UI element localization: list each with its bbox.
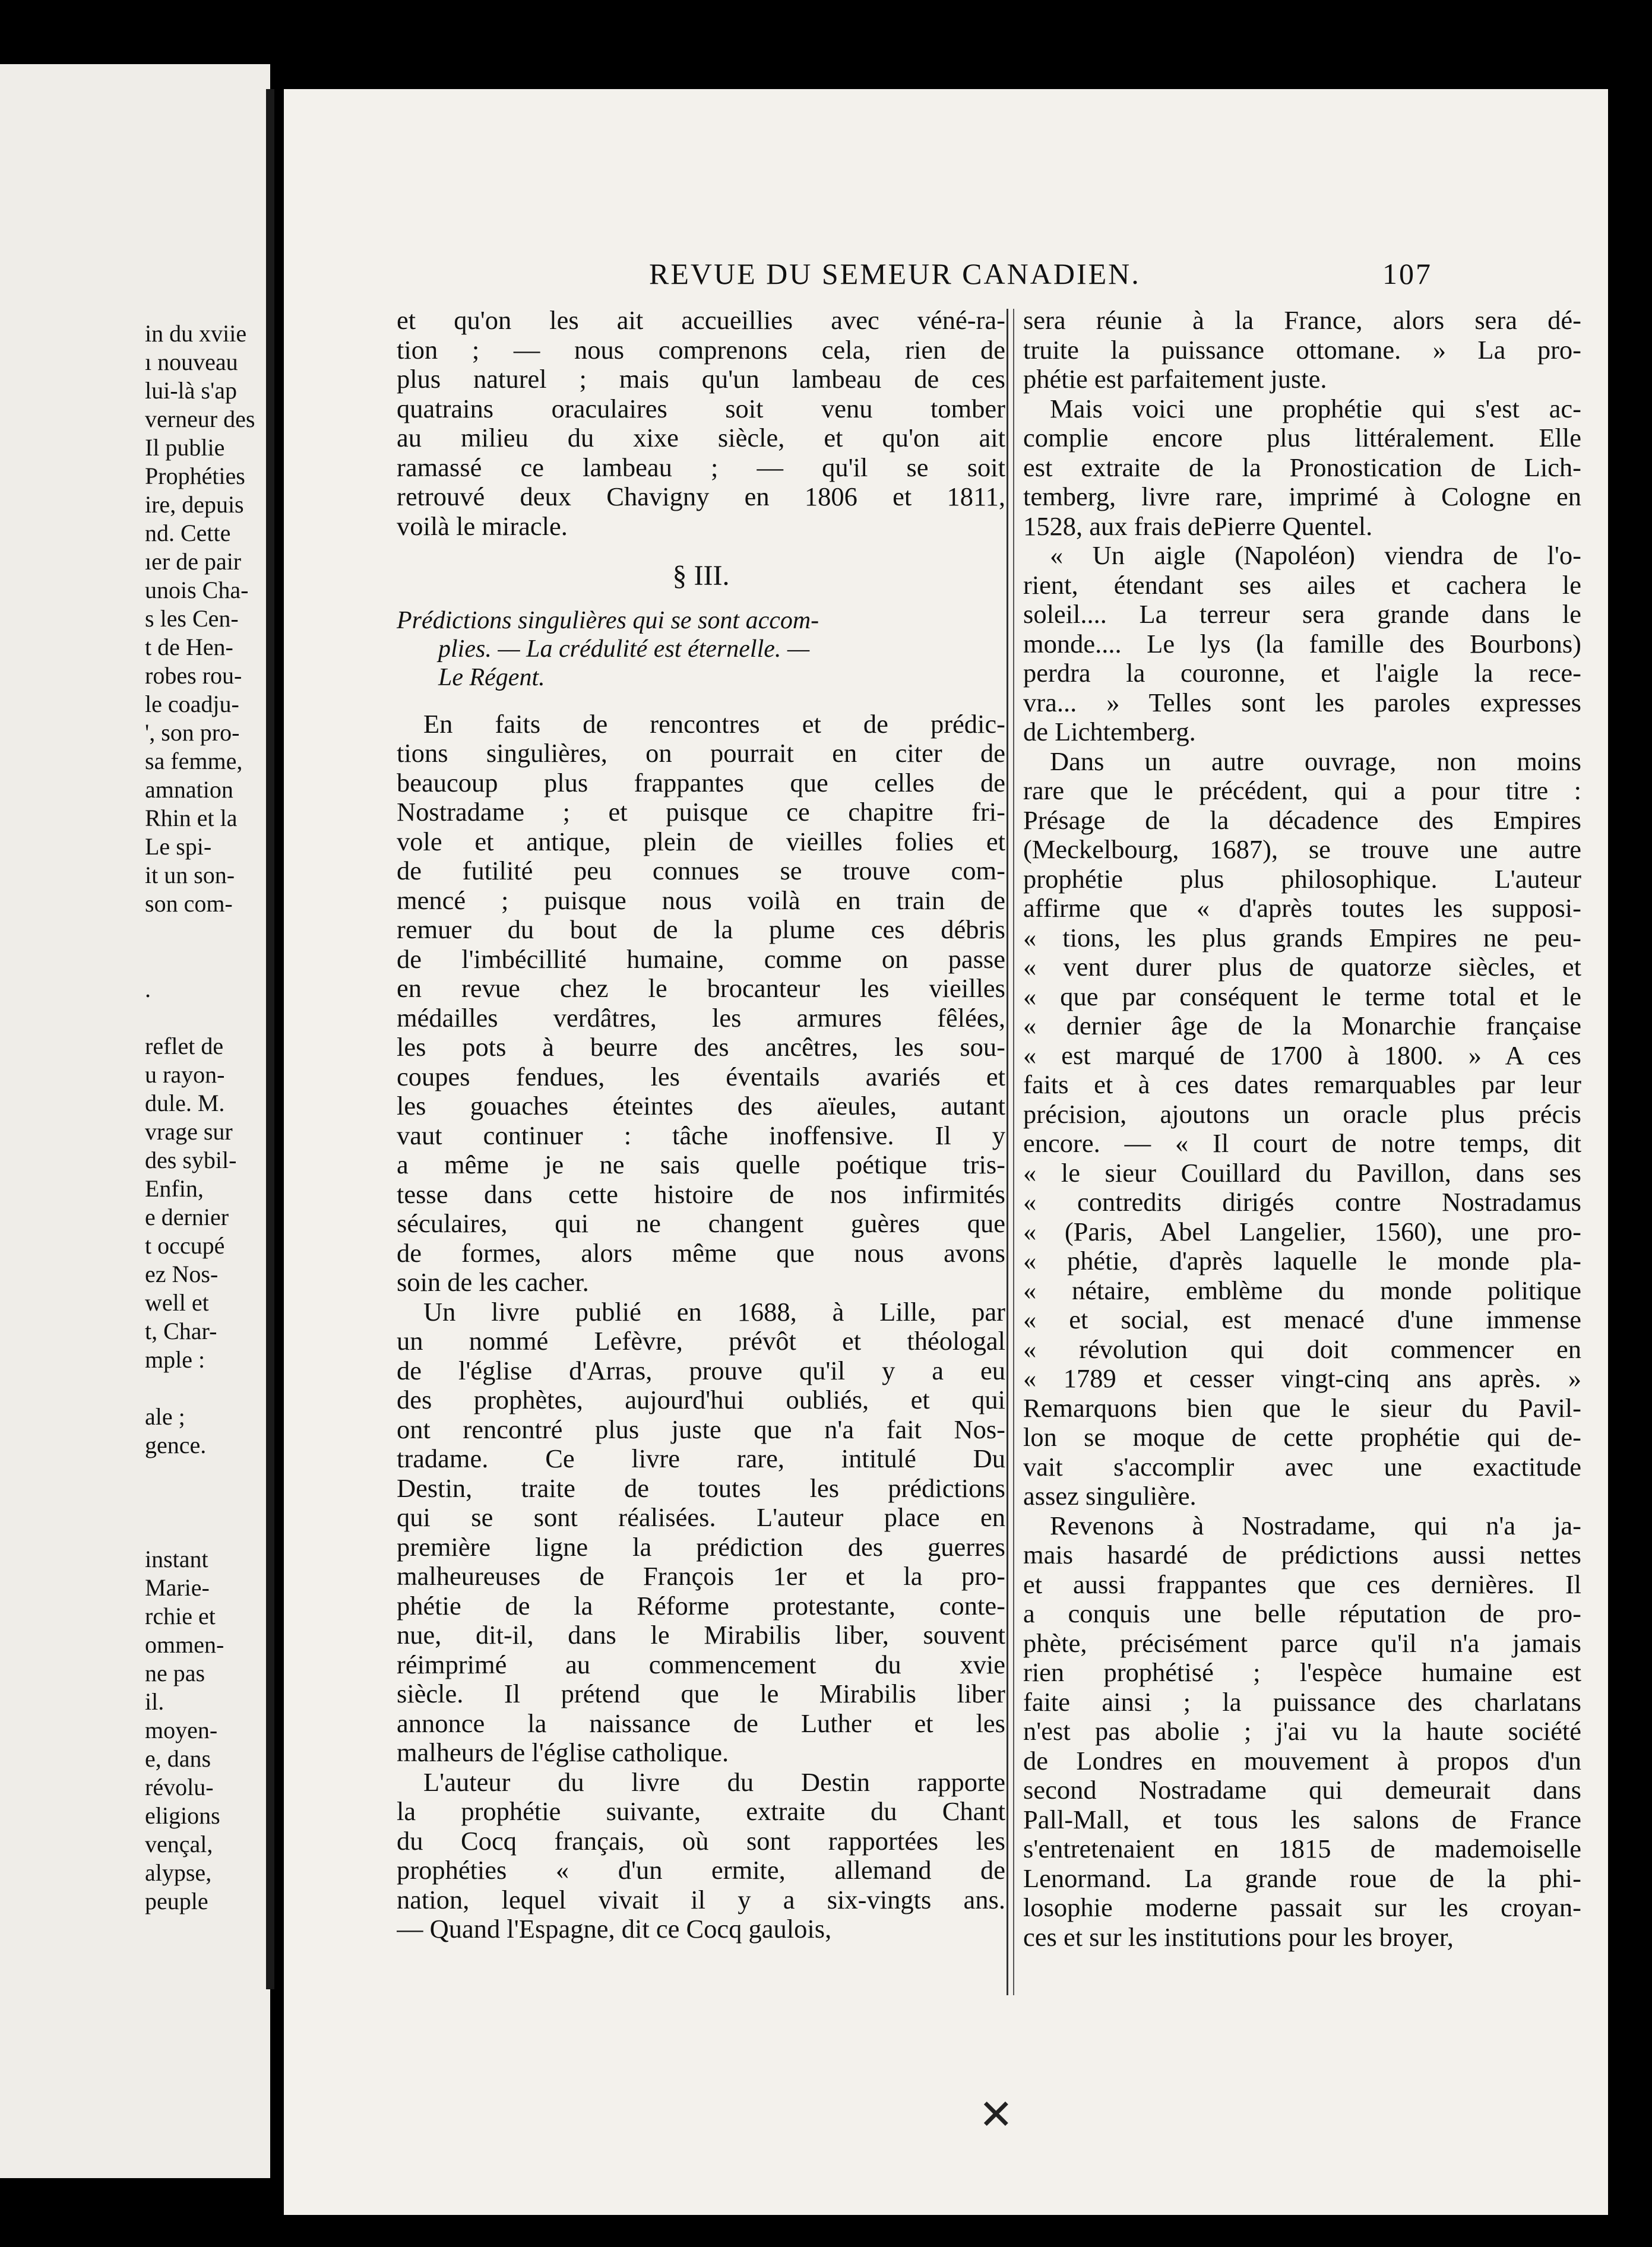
- fragment-line: Rhin et la: [145, 805, 238, 831]
- text-line: Lenormand. La grande roue de la phi-: [1023, 1863, 1581, 1893]
- fragment-line: [145, 947, 267, 975]
- left-page-text: [145, 319, 267, 1916]
- fragment-line: peuple: [145, 1888, 208, 1914]
- fragment-line: Prophéties: [145, 463, 245, 489]
- text-line: ramassé ce lambeau ; — qu'il se soit: [397, 452, 1005, 482]
- text-line: sera réunie à la France, alors sera dé-: [1023, 306, 1581, 335]
- text-line: « (Paris, Abel Langelier, 1560), une pro-: [1023, 1217, 1581, 1246]
- text-line: (Meckelbourg, 1687), se trouve une autre: [1023, 835, 1581, 864]
- column-rule: [1013, 309, 1014, 1995]
- fragment-line: unois Cha-: [145, 577, 249, 603]
- fragment-line: des sybil-: [145, 1147, 237, 1173]
- text-line: prophéties « d'un ermite, allemand de: [397, 1856, 1005, 1885]
- fragment-line: rchie et: [145, 1603, 216, 1629]
- text-line: rien prophétisé ; l'espèce humaine est: [1023, 1658, 1581, 1687]
- text-line: précision, ajoutons un oracle plus précis: [1023, 1099, 1581, 1129]
- text-line: « 1789 et cesser vingt-cinq ans après. »: [1023, 1364, 1581, 1393]
- text-line: phétie de la Réforme protestante, conte-: [397, 1591, 1005, 1621]
- text-line: complie encore plus littéralement. Elle: [1023, 423, 1581, 452]
- fragment-line: [145, 1374, 267, 1403]
- text-line: Remarquons bien que le sieur du Pavil-: [1023, 1393, 1581, 1423]
- text-line: 1528, aux frais dePierre Quentel.: [1023, 511, 1373, 541]
- fragment-line: Enfin,: [145, 1175, 204, 1202]
- text-line: coupes fendues, les éventails avariés et: [397, 1062, 1005, 1091]
- text-line: — Quand l'Espagne, dit ce Cocq gaulois,: [397, 1914, 832, 1944]
- text-line: réimprimé au commencement du xvie: [397, 1650, 1005, 1679]
- text-line: « le sieur Couillard du Pavillon, dans ses: [1023, 1158, 1581, 1188]
- text-line: Nostradame ; et puisque ce chapitre fri-: [397, 797, 1005, 827]
- text-line: malheurs de l'église catholique.: [397, 1738, 729, 1767]
- fragment-line: Il publie: [145, 434, 225, 461]
- text-line: de futilité peu connues se trouve com-: [397, 856, 1005, 885]
- fragment-line: ire, depuis: [145, 491, 244, 518]
- subheading-line: Prédictions singulières qui se sont accom-: [397, 606, 819, 634]
- text-line: de Lichtemberg.: [1023, 717, 1196, 746]
- text-line: « contredits dirigés contre Nostradamus: [1023, 1188, 1581, 1217]
- fragment-line: ', son pro-: [145, 719, 240, 746]
- text-line: de l'église d'Arras, prouve qu'il y a eu: [397, 1356, 1005, 1385]
- text-line: vait s'accomplir avec une exactitude: [1023, 1452, 1581, 1482]
- fragment-line: reflet de: [145, 1033, 224, 1059]
- text-line: en revue chez le brocanteur les vieilles: [397, 974, 1005, 1003]
- text-line: rare que le précédent, qui a pour titre :: [1023, 776, 1581, 805]
- paragraph: [1023, 747, 1581, 1511]
- text-line: Destin, traite de toutes les prédictions: [397, 1473, 1005, 1503]
- text-line: tradame. Ce livre rare, intitulé Du: [397, 1444, 1005, 1473]
- paragraph: [1023, 306, 1581, 394]
- fragment-line: vençal,: [145, 1831, 213, 1857]
- text-line: et aussi frappantes que ces dernières. Il: [1023, 1569, 1581, 1599]
- text-line: assez singulière.: [1023, 1482, 1197, 1511]
- text-line: faits et à ces dates remarquables par leur: [1023, 1070, 1581, 1099]
- paragraph: [1023, 1511, 1581, 1952]
- text-line: tion ; — nous comprenons cela, rien de: [397, 335, 1005, 365]
- paragraph: [1023, 394, 1581, 542]
- text-line: L'auteur du livre du Destin rapporte: [423, 1767, 1005, 1797]
- text-line: perdra la couronne, et l'aigle la rece-: [1023, 659, 1581, 688]
- section-subheading: [397, 606, 1005, 692]
- text-line: annonce la naissance de Luther et les: [397, 1708, 1005, 1738]
- paragraph: [397, 1768, 1005, 1944]
- fragment-line: [145, 918, 267, 947]
- text-line: retrouvé deux Chavigny en 1806 et 1811,: [397, 482, 1005, 511]
- fragment-line: le coadju-: [145, 691, 239, 717]
- subheading-line: Le Régent.: [438, 663, 545, 691]
- text-line: phétie est parfaitement juste.: [1023, 365, 1327, 394]
- fragment-line: .: [145, 976, 151, 1002]
- fragment-line: t, Char-: [145, 1318, 217, 1344]
- fragment-line: nd. Cette: [145, 520, 231, 546]
- text-line: mencé ; puisque nous voilà en train de: [397, 885, 1005, 915]
- subheading-line: plies. — La crédulité est éternelle. —: [438, 635, 810, 663]
- pencil-mark: ✕: [979, 2093, 1014, 2138]
- text-line: les pots à beurre des ancêtres, les sou-: [397, 1033, 1005, 1062]
- text-line: Mais voici une prophétie qui s'est ac-: [1050, 394, 1581, 423]
- fragment-line: amnation: [145, 776, 233, 803]
- fragment-line: lui-là s'ap: [145, 377, 237, 404]
- text-line: a conquis une belle réputation de pro-: [1023, 1599, 1581, 1628]
- text-line: Dans un autre ouvrage, non moins: [1050, 746, 1581, 776]
- text-line: de l'imbécillité humaine, comme on passe: [397, 944, 1005, 974]
- fragment-line: [145, 1488, 267, 1517]
- fragment-line: ale ;: [145, 1403, 185, 1430]
- text-line: de Londres en mouvement à propos d'un: [1023, 1746, 1581, 1776]
- text-line: est extraite de la Pronostication de Lich-: [1023, 452, 1581, 482]
- text-line: monde.... Le lys (la famille des Bourbons): [1023, 629, 1581, 659]
- text-line: phète, précisément parce qu'il n'a jamais: [1023, 1628, 1581, 1658]
- fragment-line: révolu-: [145, 1774, 214, 1800]
- text-line: et qu'on les ait accueillies avec véné-ra-: [397, 306, 1005, 335]
- fragment-line: well et: [145, 1289, 209, 1316]
- text-line: Un livre publié en 1688, à Lille, par: [423, 1297, 1005, 1327]
- column-right: [1023, 306, 1581, 1952]
- text-line: « est marqué de 1700 à 1800. » A ces: [1023, 1040, 1581, 1070]
- text-line: tions singulières, on pourrait en citer de: [397, 739, 1005, 768]
- fragment-line: ne pas: [145, 1660, 205, 1686]
- text-line: soin de les cacher.: [397, 1268, 589, 1297]
- text-line: de formes, alors même que nous avons: [397, 1238, 1005, 1268]
- page-number: 107: [1382, 257, 1432, 290]
- fragment-line: [145, 1460, 267, 1488]
- text-line: nue, dit-il, dans le Mirabilis liber, souvent: [397, 1621, 1005, 1650]
- fragment-line: sa femme,: [145, 748, 243, 774]
- text-line: « dernier âge de la Monarchie française: [1023, 1011, 1581, 1040]
- fragment-line: verneur des: [145, 406, 255, 432]
- text-line: « et social, est menacé d'une immense: [1023, 1305, 1581, 1334]
- text-line: s'entretenaient en 1815 de mademoiselle: [1023, 1834, 1581, 1863]
- fragment-line: Le spi-: [145, 833, 212, 860]
- text-line: Revenons à Nostradame, qui n'a ja-: [1050, 1511, 1581, 1540]
- text-line: nation, lequel vivait il y a six-vingts ans.: [397, 1885, 1005, 1914]
- fragment-line: instant: [145, 1546, 208, 1572]
- text-line: ont rencontré plus juste que n'a fait Nos-: [397, 1414, 1005, 1444]
- fragment-line: s les Cen-: [145, 605, 239, 632]
- fragment-line: e, dans: [145, 1745, 211, 1772]
- text-line: malheureuses de François 1er et la pro-: [397, 1562, 1005, 1591]
- paragraph: [397, 710, 1005, 1297]
- text-line: « révolution qui doit commencer en: [1023, 1334, 1581, 1364]
- text-line: affirme que « d'après toutes les supposi-: [1023, 894, 1581, 923]
- text-line: lon se moque de cette prophétie qui de-: [1023, 1423, 1581, 1452]
- text-line: remuer du bout de la plume ces débris: [397, 915, 1005, 944]
- paragraph: [1023, 541, 1581, 747]
- text-line: encore. — « Il court de notre temps, dit: [1023, 1129, 1581, 1158]
- column-left: [397, 306, 1005, 1944]
- text-line: siècle. Il prétend que le Mirabilis liber: [397, 1679, 1005, 1708]
- fragment-line: ıer de pair: [145, 548, 242, 575]
- text-line: mais hasardé de prédictions aussi nettes: [1023, 1540, 1581, 1569]
- text-line: n'est pas abolie ; j'ai vu la haute société: [1023, 1717, 1581, 1746]
- text-line: « phétie, d'après laquelle le monde pla-: [1023, 1246, 1581, 1276]
- text-line: beaucoup plus frappantes que celles de: [397, 768, 1005, 797]
- text-line: temberg, livre rare, imprimé à Cologne en: [1023, 482, 1581, 511]
- fragment-line: alypse,: [145, 1859, 212, 1886]
- text-line: les gouaches éteintes des aïeules, autant: [397, 1091, 1005, 1121]
- fragment-line: u rayon-: [145, 1061, 225, 1088]
- text-line: voilà le miracle.: [397, 511, 568, 541]
- fragment-line: ommen-: [145, 1631, 224, 1658]
- fragment-line: in du xviie: [145, 320, 247, 347]
- page-gutter: [266, 89, 274, 1989]
- fragment-line: t occupé: [145, 1232, 225, 1259]
- section-heading: § III.: [672, 560, 730, 591]
- text-line: vra... » Telles sont les paroles expresses: [1023, 688, 1581, 717]
- text-line: rient, étendant ses ailes et cachera le: [1023, 570, 1581, 600]
- fragment-line: eligions: [145, 1802, 220, 1829]
- fragment-line: Marie-: [145, 1574, 210, 1601]
- paragraph: [397, 306, 1005, 541]
- text-line: ces et sur les institutions pour les broyer,: [1023, 1922, 1454, 1952]
- fragment-line: moyen-: [145, 1717, 218, 1743]
- text-line: « Un aigle (Napoléon) viendra de l'o-: [1050, 541, 1581, 570]
- journal-title: REVUE DU SEMEUR CANADIEN.: [649, 257, 1141, 290]
- text-line: un nommé Lefèvre, prévôt et théologal: [397, 1327, 1005, 1356]
- fragment-line: gence.: [145, 1432, 207, 1458]
- text-line: du Cocq français, où sont rapportées les: [397, 1826, 1005, 1856]
- text-line: Présage de la décadence des Empires: [1023, 805, 1581, 835]
- text-line: au milieu du xixe siècle, et qu'on ait: [397, 423, 1005, 452]
- paragraph: [397, 1297, 1005, 1768]
- fragment-line: robes rou-: [145, 662, 242, 689]
- fragment-line: it un son-: [145, 862, 235, 888]
- right-page: [284, 89, 1608, 2215]
- text-line: plus naturel ; mais qu'un lambeau de ces: [397, 365, 1005, 394]
- text-line: vaut continuer : tâche inoffensive. Il y: [397, 1121, 1005, 1150]
- text-line: En faits de rencontres et de prédic-: [423, 709, 1005, 739]
- fragment-line: ı nouveau: [145, 349, 238, 375]
- left-page-fragment: [0, 64, 270, 2178]
- running-header: [284, 257, 1608, 298]
- fragment-line: ez Nos-: [145, 1261, 219, 1287]
- text-line: tesse dans cette histoire de nos infirmités: [397, 1179, 1005, 1209]
- text-line: séculaires, qui ne changent guères que: [397, 1209, 1005, 1238]
- text-line: « que par conséquent le terme total et le: [1023, 982, 1581, 1011]
- text-line: des prophètes, aujourd'hui oubliés, et qui: [397, 1385, 1005, 1414]
- fragment-line: [145, 1517, 267, 1545]
- text-line: « nétaire, emblème du monde politique: [1023, 1276, 1581, 1305]
- fragment-line: il.: [145, 1688, 164, 1715]
- text-line: Pall-Mall, et tous les salons de France: [1023, 1805, 1581, 1834]
- fragment-line: t de Hen-: [145, 634, 233, 660]
- text-line: second Nostradame qui demeurait dans: [1023, 1776, 1581, 1805]
- text-line: prophétie plus philosophique. L'auteur: [1023, 864, 1581, 894]
- fragment-line: mple :: [145, 1346, 205, 1373]
- text-line: « vent durer plus de quatorze siècles, et: [1023, 952, 1581, 982]
- fragment-line: [145, 1004, 267, 1032]
- text-line: vole et antique, plein de vieilles folies et: [397, 827, 1005, 856]
- text-line: a même je ne sais quelle poétique tris-: [397, 1150, 1005, 1179]
- text-line: médailles verdâtres, les armures fêlées,: [397, 1003, 1005, 1033]
- text-line: quatrains oraculaires soit venu tomber: [397, 394, 1005, 423]
- text-line: soleil.... La terreur sera grande dans le: [1023, 600, 1581, 629]
- text-line: qui se sont réalisées. L'auteur place en: [397, 1503, 1005, 1532]
- text-line: première ligne la prédiction des guerres: [397, 1532, 1005, 1562]
- text-line: truite la puissance ottomane. » La pro-: [1023, 335, 1581, 365]
- text-line: losophie moderne passait sur les croyan-: [1023, 1893, 1581, 1922]
- text-line: la prophétie suivante, extraite du Chant: [397, 1797, 1005, 1826]
- fragment-line: dule. M.: [145, 1090, 225, 1116]
- fragment-line: e dernier: [145, 1204, 229, 1230]
- fragment-line: vrage sur: [145, 1118, 233, 1145]
- column-rule: [1007, 309, 1008, 1995]
- fragment-line: son com-: [145, 890, 233, 917]
- text-line: faite ainsi ; la puissance des charlatans: [1023, 1687, 1581, 1717]
- text-line: « tions, les plus grands Empires ne peu-: [1023, 923, 1581, 952]
